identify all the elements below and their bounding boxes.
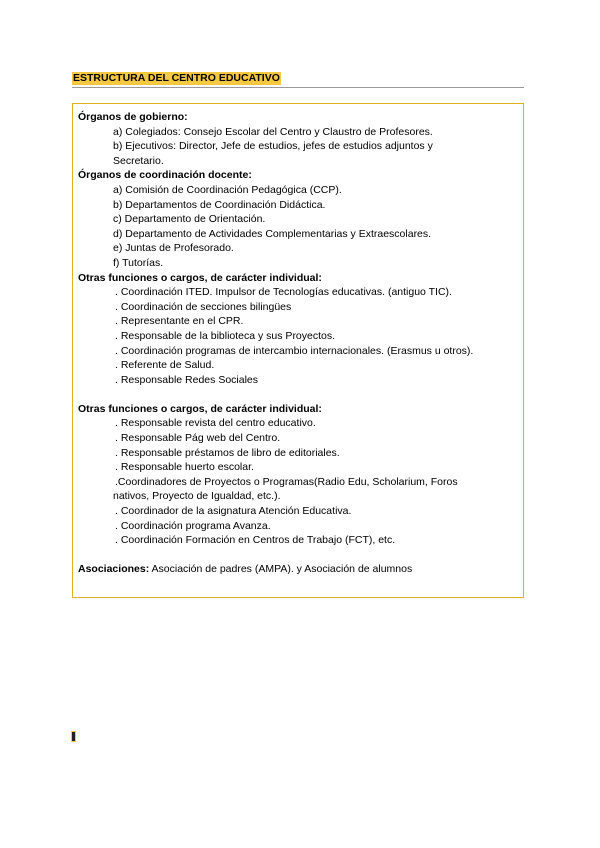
list-item: Secretario. <box>113 154 164 167</box>
otras1-heading: Otras funciones o cargos, de carácter individual: <box>78 271 322 284</box>
list-item: d) Departamento de Actividades Complementarias y Extraescolares. <box>113 227 432 240</box>
list-item: c) Departamento de Orientación. <box>113 213 266 226</box>
list-item: . Coordinación programa Avanza. <box>115 519 271 532</box>
document-title: ESTRUCTURA DEL CENTRO EDUCATIVO <box>73 72 280 84</box>
title-divider <box>72 87 524 88</box>
spacer <box>78 387 518 402</box>
list-item: . Responsable Pág web del Centro. <box>115 432 281 445</box>
list-item: f) Tutorías. <box>113 256 164 269</box>
asociaciones-text: Asociación de padres (AMPA). y Asociación de alumnos <box>149 563 413 576</box>
list-item: .Coordinadores de Proyectos o Programas(Radio Edu, Scholarium, Foros <box>115 475 458 488</box>
list-item: . Responsable huerto escolar. <box>115 461 254 474</box>
asociaciones-line <box>78 562 518 577</box>
gobierno-heading: Órganos de gobierno: <box>78 111 188 123</box>
list-item: b) Departamentos de Coordinación Didáctica. <box>113 198 326 211</box>
list-item: e) Juntas de Profesorado. <box>113 242 234 255</box>
list-item: a) Comisión de Coordinación Pedagógica (CCP). <box>113 183 342 196</box>
list-item: . Responsable préstamos de libro de editoriales. <box>115 446 340 459</box>
list-item: . Coordinador de la asignatura Atención Educativa. <box>115 505 352 518</box>
list-item: . Referente de Salud. <box>115 359 215 372</box>
list-item: . Representante en el CPR. <box>115 315 244 328</box>
list-item: . Coordinación ITED. Impulsor de Tecnologías educativas. (antiguo TIC). <box>115 286 452 299</box>
list-item: b) Ejecutivos: Director, Jefe de estudios, jefes de estudios adjuntos y <box>113 140 433 153</box>
otras2-heading: Otras funciones o cargos, de carácter individual: <box>78 402 322 415</box>
list-item: . Coordinación Formación en Centros de Trabajo (FCT), etc. <box>115 534 396 547</box>
list-item: a) Colegiados: Consejo Escolar del Centro y Claustro de Profesores. <box>113 125 433 138</box>
spacer <box>78 548 518 563</box>
asociaciones-label: Asociaciones: <box>78 563 150 576</box>
list-item: . Coordinación de secciones bilingües <box>115 300 292 313</box>
list-item: . Responsable de la biblioteca y sus Proyectos. <box>115 329 336 342</box>
coordinacion-heading: Órganos de coordinación docente: <box>78 169 252 182</box>
list-item: . Responsable revista del centro educativo. <box>115 417 316 430</box>
list-item: . Responsable Redes Sociales <box>115 373 259 386</box>
text-cursor[interactable] <box>72 732 75 741</box>
list-item: . Coordinación programas de intercambio internacionales. (Erasmus u otros). <box>115 344 474 357</box>
list-item: nativos, Proyecto de Igualdad, etc.). <box>113 490 281 503</box>
content-body <box>78 110 518 577</box>
